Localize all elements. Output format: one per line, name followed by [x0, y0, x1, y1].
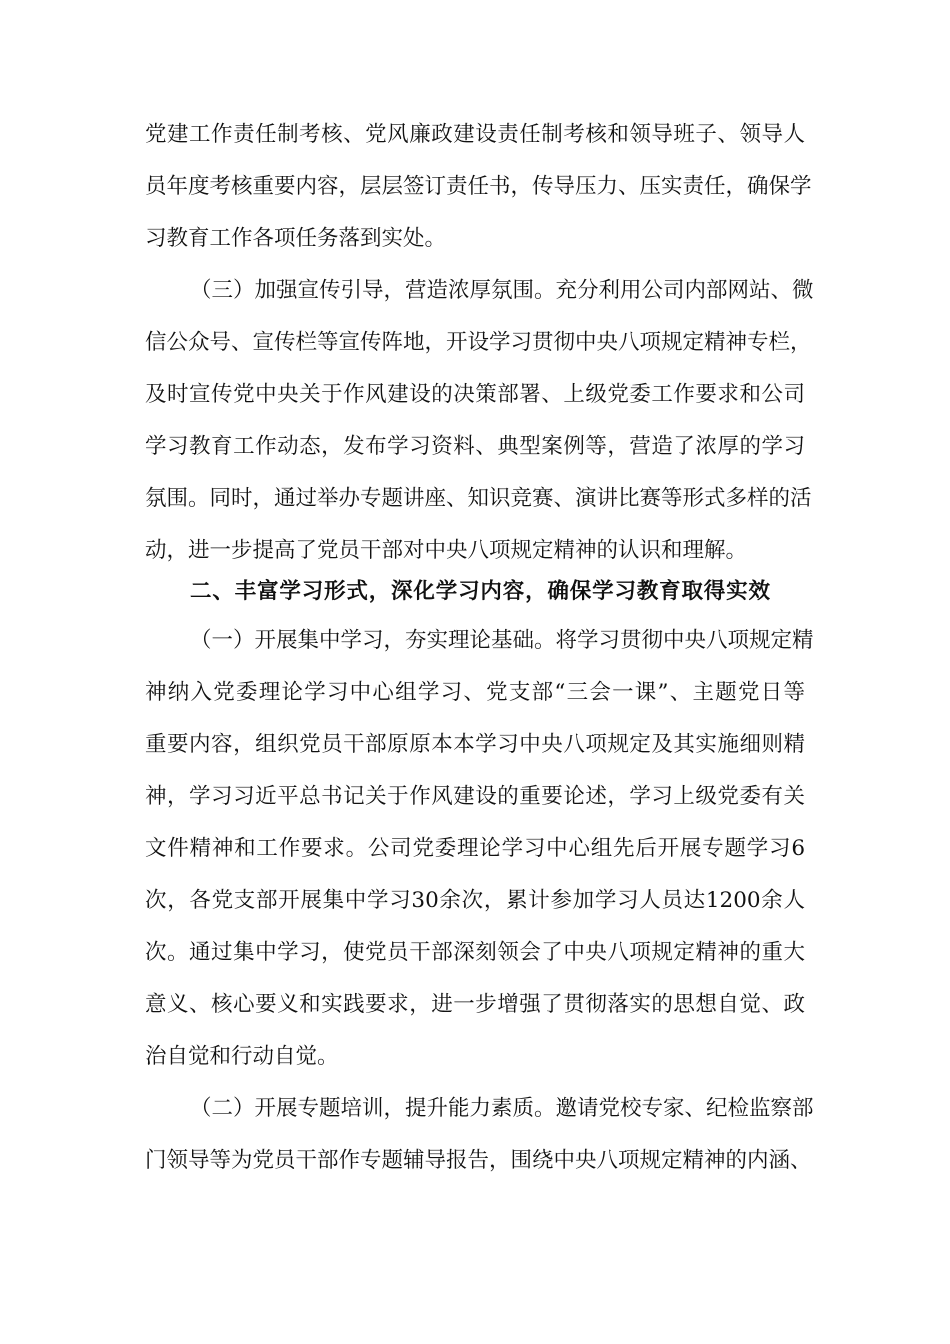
- text-line: 员年度考核重要内容，层层签订责任书，传导压力、压实责任，确保学: [145, 174, 812, 199]
- text-line: 党建工作责任制考核、党风廉政建设责任制考核和领导班子、领导人: [145, 122, 805, 147]
- text-line: 氛围。同时，通过举办专题讲座、知识竞赛、演讲比赛等形式多样的活: [145, 486, 812, 511]
- text-line: 习教育工作各项任务落到实处。: [145, 226, 447, 251]
- text-line: 神，学习习近平总书记关于作风建设的重要论述，学习上级党委有关: [145, 784, 805, 809]
- text-line: 及时宣传党中央关于作风建设的决策部署、上级党委工作要求和公司: [145, 382, 805, 407]
- text-line: 治自觉和行动自觉。: [145, 1044, 339, 1069]
- text-line: 动，进一步提高了党员干部对中央八项规定精神的认识和理解。: [145, 538, 748, 563]
- subheading-line: （一）开展集中学习，夯实理论基础。将学习贯彻中央八项规定精: [190, 628, 814, 653]
- text-line: 学习教育工作动态，发布学习资料、典型案例等，营造了浓厚的学习: [145, 434, 805, 459]
- text-line: 信公众号、宣传栏等宣传阵地，开设学习贯彻中央八项规定精神专栏，: [145, 330, 812, 355]
- section-heading: 二、丰富学习形式，深化学习内容，确保学习教育取得实效: [190, 579, 770, 604]
- subheading-line: （三）加强宣传引导，营造浓厚氛围。充分利用公司内部网站、微: [190, 278, 814, 303]
- text-line: 文件精神和工作要求。公司党委理论学习中心组先后开展专题学习6: [145, 836, 805, 861]
- text-line: 次，各党支部开展集中学习30余次，累计参加学习人员达1200余人: [145, 888, 805, 913]
- text-line: 意义、核心要义和实践要求，进一步增强了贯彻落实的思想自觉、政: [145, 992, 805, 1017]
- subheading-line: （二）开展专题培训，提升能力素质。邀请党校专家、纪检监察部: [190, 1096, 814, 1121]
- text-line: 重要内容，组织党员干部原原本本学习中央八项规定及其实施细则精: [145, 732, 805, 757]
- text-line: 门领导等为党员干部作专题辅导报告，围绕中央八项规定精神的内涵、: [145, 1148, 812, 1173]
- text-line: 神纳入党委理论学习中心组学习、党支部“三会一课”、主题党日等: [145, 680, 805, 705]
- text-line: 次。通过集中学习，使党员干部深刻领会了中央八项规定精神的重大: [145, 940, 805, 965]
